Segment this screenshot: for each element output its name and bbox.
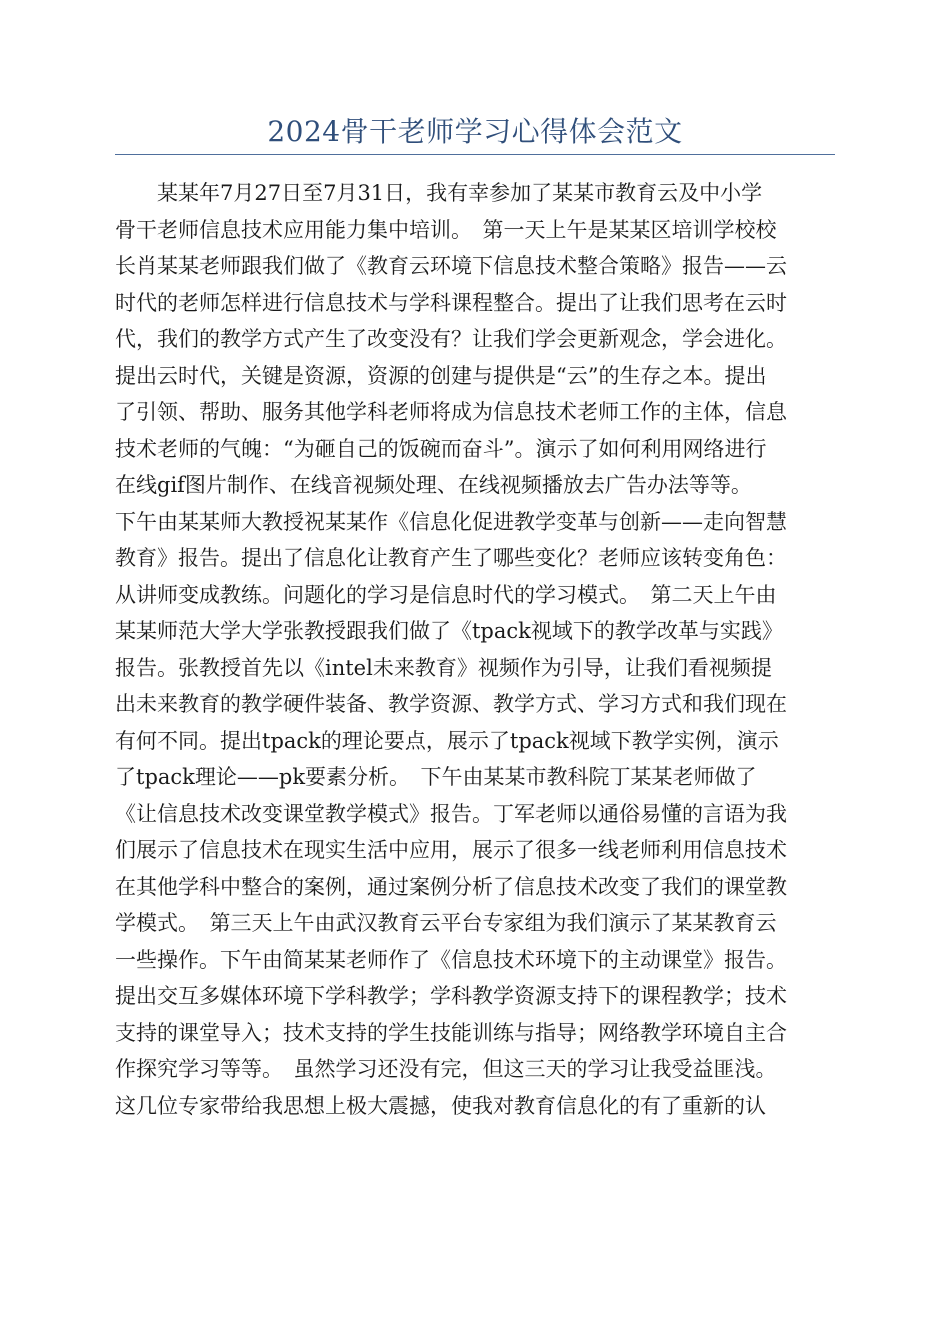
body-line: 在其他学科中整合的案例，通过案例分析了信息技术改变了我们的课堂教: [115, 874, 787, 899]
document-title: 2024骨干老师学习心得体会范文: [267, 115, 683, 148]
body-line: 长肖某某老师跟我们做了《教育云环境下信息技术整合策略》报告——云: [115, 254, 787, 278]
body-line: 一些操作。下午由简某某老师作了《信息技术环境下的主动课堂》报告。: [115, 947, 787, 972]
body-line: 某某年7月27日至7月31日，我有幸参加了某某市教育云及中小学: [115, 181, 763, 205]
body-line: 时代的老师怎样进行信息技术与学科课程整合。提出了让我们思考在云时: [115, 290, 787, 315]
body-line: 学模式。 第三天上午由武汉教育云平台专家组为我们演示了某某教育云: [115, 911, 777, 935]
body-line: 了tpack理论——pk要素分析。 下午由某某市教科院丁某某老师做了: [115, 765, 757, 789]
body-line: 教育》报告。提出了信息化让教育产生了哪些变化？老师应该转变角色：: [115, 546, 787, 570]
body-line: 骨干老师信息技术应用能力集中培训。 第一天上午是某某区培训学校校: [115, 217, 777, 242]
body-line: 有何不同。提出tpack的理论要点，展示了tpack视域下教学实例，演示: [115, 728, 779, 753]
body-line: 报告。张教授首先以《intel未来教育》视频作为引导，让我们看视频提: [115, 655, 772, 680]
document-body: [115, 175, 835, 1124]
body-line: 提出交互多媒体环境下学科教学；学科教学资源支持下的课程教学；技术: [115, 984, 787, 1008]
body-line: 支持的课堂导入；技术支持的学生技能训练与指导；网络教学环境自主合: [115, 1020, 787, 1045]
body-line: 作探究学习等等。 虽然学习还没有完，但这三天的学习让我受益匪浅。: [115, 1057, 777, 1081]
body-line: 了引领、帮助、服务其他学科老师将成为信息技术老师工作的主体，信息: [115, 400, 787, 424]
body-line: 在线gif图片制作、在线音视频处理、在线视频播放去广告办法等等。: [115, 473, 752, 497]
body-line: 这几位专家带给我思想上极大震撼，使我对教育信息化的有了重新的认: [115, 1093, 766, 1118]
body-line: 下午由某某师大教授祝某某作《信息化促进教学变革与创新——走向智慧: [115, 509, 787, 534]
body-line: 们展示了信息技术在现实生活中应用，展示了很多一线老师利用信息技术: [115, 838, 787, 862]
body-line: 提出云时代，关键是资源，资源的创建与提供是“云”的生存之本。提出: [115, 363, 767, 388]
body-line: 代，我们的教学方式产生了改变没有？让我们学会更新观念，学会进化。: [115, 327, 787, 351]
body-line: 技术老师的气魄：“为砸自己的饭碗而奋斗”。演示了如何利用网络进行: [115, 436, 767, 461]
body-line: 出未来教育的教学硬件装备、教学资源、教学方式、学习方式和我们现在: [115, 692, 787, 716]
title-underline: [115, 154, 835, 155]
body-line: 从讲师变成教练。问题化的学习是信息时代的学习模式。 第二天上午由: [115, 582, 777, 607]
body-line: 《让信息技术改变课堂教学模式》报告。丁军老师以通俗易懂的言语为我: [115, 801, 787, 826]
body-line: 某某师范大学大学张教授跟我们做了《tpack视域下的教学改革与实践》: [115, 619, 783, 643]
